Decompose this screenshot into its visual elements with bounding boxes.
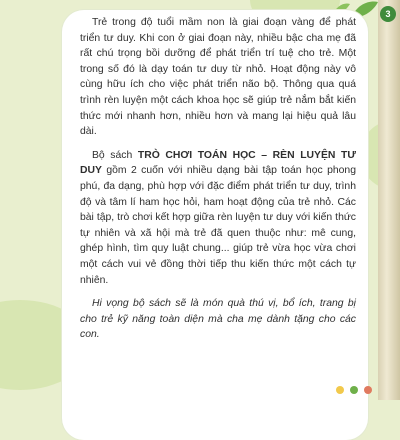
page-number-badge: 3	[380, 6, 396, 22]
closing-paragraph: Hi vọng bộ sách sẽ là món quà thú vị, bổ ích, trang bị cho trẻ kỹ năng toàn diện mà cha mẹ dành tặng cho các con.	[80, 298, 356, 341]
preface-text	[80, 15, 356, 351]
page-edge	[378, 0, 400, 400]
paragraph: Trẻ trong độ tuổi mầm non là giai đoạn vàng để phát triển tư duy. Khi con ở giai đoạn này, nhiều bậc cha mẹ đã rất chú trọng bồi dưỡng để phát triển trí tuệ cho trẻ. Một trong số đó là dạy toán tư duy từ nhỏ. Hoạt động này vô cùng hữu ích cho việc phát triển não bộ. Thông qua quá trình rèn luyện một cách khoa học sẽ giúp trẻ nắm bắt kiến thức mới nhanh hơn, nhiều hơn và mang lại hiệu quả lâu dài.	[80, 17, 356, 138]
paragraph-text: Bộ sách	[92, 149, 138, 161]
decorative-dots	[334, 384, 374, 396]
paragraph-text: gồm 2 cuốn với nhiều dạng bài tập toán học phong phú, đa dạng, phù hợp với đặc điểm phát triển tư duy, trình độ và tâm lí ham học hỏi, ham hoạt động của trẻ nhỏ. Các bài tập, trò chơi kết hợp giữa rèn luyện tư duy với kiến thức tự nhiên và xã hội mà trẻ đã quen thuộc như: mê cung, ghép hình, tìm quy luật chung... giúp trẻ vừa học vừa chơi một cách vui vẻ đồng thời tiếp thu kiến thức một cách tự nhiên.	[80, 165, 356, 286]
book-title: TRÒ CHƠI TOÁN HỌC – RÈN LUYỆN TƯ DUY	[80, 149, 356, 177]
paragraph	[80, 148, 356, 288]
